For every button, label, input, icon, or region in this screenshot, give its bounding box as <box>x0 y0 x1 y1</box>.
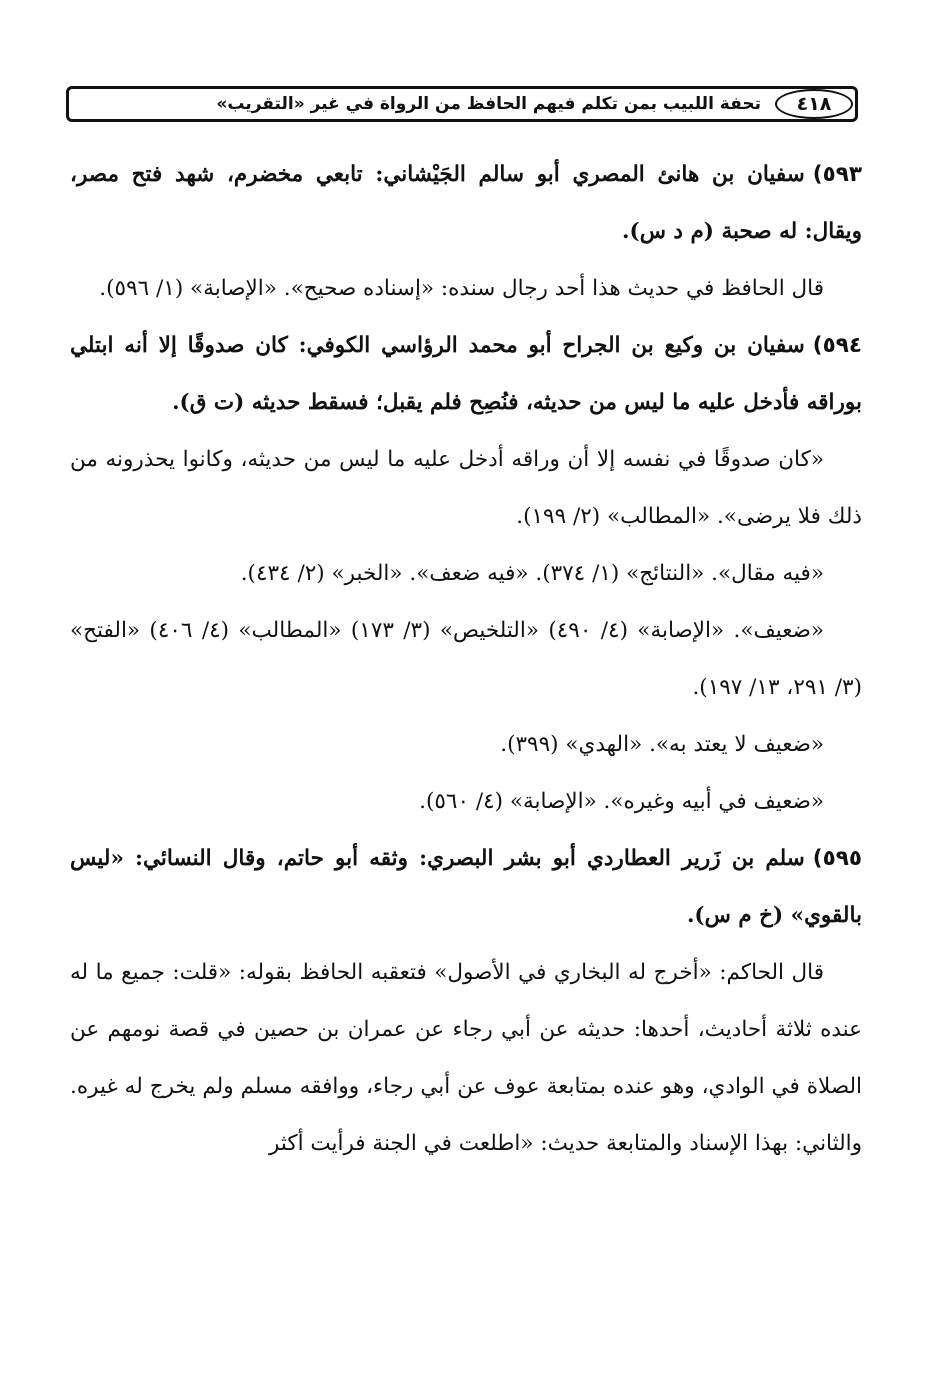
entry-594-note-1: «كان صدوقًا في نفسه إلا أن وراقه أدخل عليه ما ليس من حديثه، وكانوا يحذرونه من ذلك فلا يرضى». «المطالب» (٢/ ١٩٩). <box>70 447 862 529</box>
page-number: ٤١٨ <box>775 89 853 119</box>
page-header <box>66 86 858 122</box>
entry-594-note-4: «ضعيف لا يعتد به». «الهدي» (٣٩٩). <box>500 732 824 757</box>
entry-number: ٥٩٤) <box>812 333 862 358</box>
entry-text: سفيان بن وكيع بن الجراح أبو محمد الرؤاسي الكوفي: كان صدوقًا إلا أنه ابتلي بوراقه فأدخل عليه ما ليس من حديثه، فنُصِح فلم يقبل؛ فسقط حديثه (ت ق). <box>70 333 862 415</box>
entry-number: ٥٩٥) <box>812 846 862 871</box>
entry-595-note-1: قال الحاكم: «أخرج له البخاري في الأصول» فتعقبه الحافظ بقوله: «قلت: جميع ما له عنده ثلاثة أحاديث، أحدها: حديثه عن أبي رجاء عن عمران بن حصين في قصة نومهم عن الصلاة في الوادي، وهو عنده بمتابعة عوف عن أبي رجاء، ووافقه مسلم ولم يخرج له غيره. والثاني: بهذا الإسناد والمتابعة حديث: «اطلعت في الجنة فرأيت أكثر <box>70 960 862 1156</box>
entry-594-note-5: «ضعيف في أبيه وغيره». «الإصابة» (٤/ ٥٦٠). <box>419 789 824 814</box>
page-body <box>70 146 862 1172</box>
entry-594-note-2: «فيه مقال». «النتائج» (١/ ٣٧٤). «فيه ضعف». «الخبر» (٢/ ٤٣٤). <box>240 561 824 586</box>
running-title: تحفة اللبيب بمن تكلم فيهم الحافظ من الرواة في غير «التقريب» <box>216 94 761 114</box>
entry-593-note-1: قال الحافظ في حديث هذا أحد رجال سنده: «إسناده صحيح». «الإصابة» (١/ ٥٩٦). <box>99 276 824 301</box>
entry-number: ٥٩٣) <box>812 162 862 187</box>
entry-594-note-3: «ضعيف». «الإصابة» (٤/ ٤٩٠) «التلخيص» (٣/ ١٧٣) «المطالب» (٤/ ٤٠٦) «الفتح» (٣/ ٢٩١، ١٣/ ١٩٧). <box>70 618 862 700</box>
entry-593-head <box>70 146 862 260</box>
entry-594-head <box>70 317 862 431</box>
entry-text: سفيان بن هانئ المصري أبو سالم الجَيْشاني: تابعي مخضرم، شهد فتح مصر، ويقال: له صحبة (م د س). <box>70 162 862 244</box>
entry-595-head <box>70 830 862 944</box>
entry-text: سلم بن زَرير العطاردي أبو بشر البصري: وثقه أبو حاتم، وقال النسائي: «ليس بالقوي» (خ م س). <box>70 846 862 928</box>
